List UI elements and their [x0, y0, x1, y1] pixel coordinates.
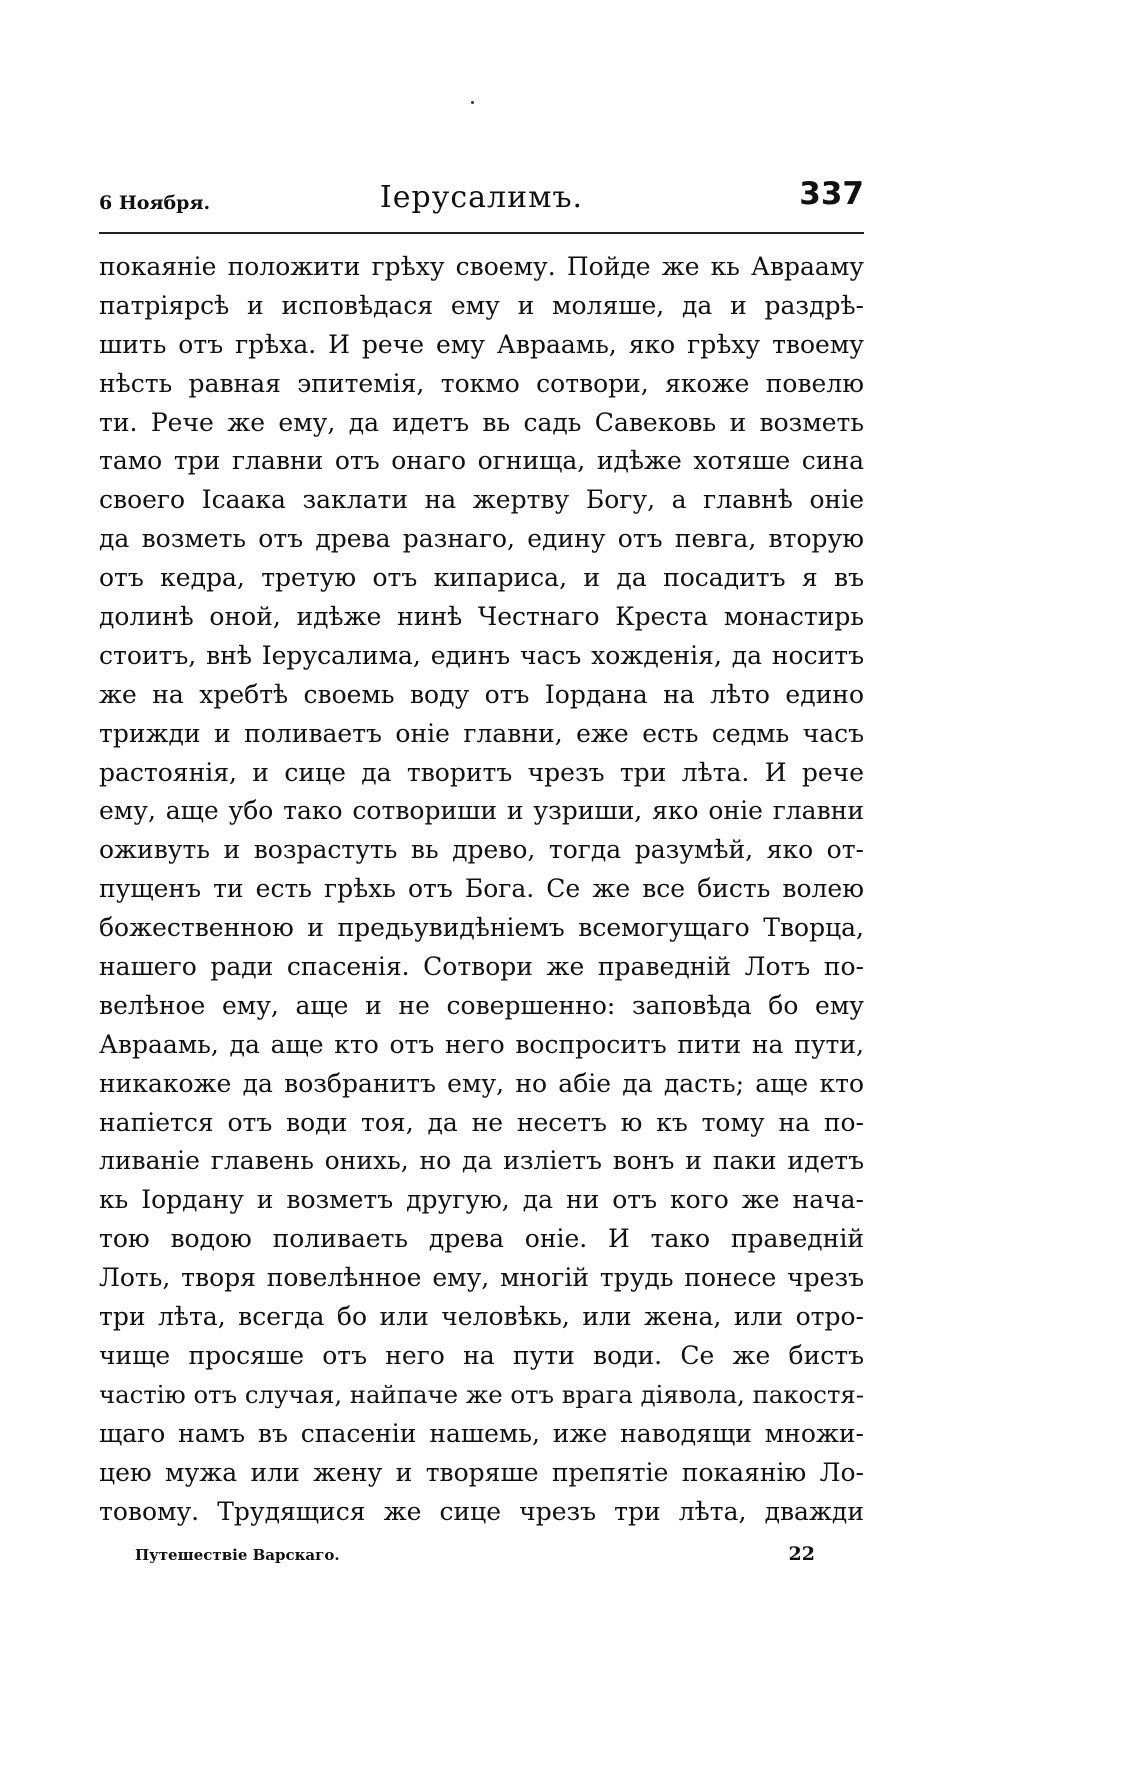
text-line: ливаніе главень онихь, но да изліетъ вонъ и паки идетъ: [99, 1146, 864, 1176]
stray-mark: [471, 101, 474, 104]
text-line: ти. Рече же ему, да идетъ вь садь Савековь и возметь: [99, 407, 864, 437]
text-line: же на хребтѣ своемь воду отъ Іордана на лѣто едино: [99, 679, 864, 709]
text-line: три лѣта, всегда бо или человѣкь, или жена, или отро-: [99, 1302, 864, 1332]
text-line: растоянія, и сице да творитъ чрезъ три лѣта. И рече: [99, 757, 864, 787]
signature-mark: 22: [788, 1543, 815, 1565]
text-line: тамо три главни отъ онаго огнища, идѣже хотяше сина: [99, 446, 864, 476]
text-line: долинѣ оной, идѣже нинѣ Честнаго Креста монастирь: [99, 602, 864, 632]
text-line: трижди и поливаетъ оніе главни, еже есть седмь часъ: [99, 718, 864, 748]
text-line: патріярсѣ и исповѣдася ему и моляше, да и раздрѣ-: [99, 290, 864, 320]
text-line: покаяніе положити грѣху своему. Пойде же кь Аврааму: [99, 252, 864, 281]
header-date: 6 Ноября.: [99, 192, 211, 214]
text-line: частію отъ случая, найпаче же отъ врага діявола, пакостя-: [99, 1379, 864, 1409]
text-line: Авраамь, да аще кто отъ него воспроситъ пити на пути,: [99, 1029, 864, 1059]
text-line: оживуть и возрастуть вь древо, тогда разумѣй, яко от-: [99, 835, 864, 865]
text-line: своего Ісаака заклати на жертву Богу, а главнѣ оніе: [99, 485, 864, 515]
text-line: тою водою поливаеть древа оніе. И тако праведній: [99, 1224, 864, 1254]
text-line: чище просяше отъ него на пути води. Се же бистъ: [99, 1340, 864, 1370]
running-header: [99, 178, 864, 222]
text-line: кь Іордану и возметъ другую, да ни отъ кого же нача-: [99, 1185, 864, 1215]
text-line: напіется отъ води тоя, да не несетъ ю къ тому на по-: [99, 1107, 864, 1137]
text-line: Лоть, творя повелѣнное ему, многій трудь понесе чрезъ: [99, 1263, 864, 1293]
text-line: божественною и предьувидѣніемъ всемогущаго Творца,: [99, 913, 864, 943]
text-line: щаго намъ въ спасеніи нашемь, иже наводящи множи-: [99, 1418, 864, 1448]
footer-source: Путешествіе Варскаго.: [135, 1546, 340, 1564]
text-line: нѣсть равная эпитемія, токмо сотвори, якоже повелю: [99, 368, 864, 398]
text-line: никакоже да возбранитъ ему, но абіе да дасть; аще кто: [99, 1068, 864, 1098]
body-text: [99, 248, 864, 1531]
header-rule: [99, 232, 864, 234]
text-line: ему, аще убо тако сотвориши и узриши, яко оніе главни: [99, 796, 864, 826]
text-line: товому. Трудящися же сице чрезъ три лѣта, дважди: [99, 1496, 864, 1526]
text-line: стоитъ, внѣ Іерусалима, единъ часъ хожденія, да носитъ: [99, 640, 864, 670]
text-line: велѣное ему, аще и не совершенно: заповѣда бо ему: [99, 990, 864, 1020]
text-line: нашего ради спасенія. Сотвори же праведній Лотъ по-: [99, 952, 864, 982]
text-line: да возметь отъ древа разнаго, едину отъ певга, вторую: [99, 524, 864, 554]
text-line: цею мужа или жену и творяше препятіе покаянію Ло-: [99, 1457, 864, 1487]
text-line: пущенъ ти есть грѣхь отъ Бога. Се же все бисть волею: [99, 874, 864, 904]
page-number: 337: [799, 176, 864, 212]
text-line: шить отъ грѣха. И рече ему Авраамь, яко грѣху твоему: [99, 329, 864, 359]
page-footer: [135, 1543, 815, 1570]
text-line: отъ кедра, третую отъ кипариса, и да посадитъ я въ: [99, 563, 864, 593]
page-title: Іерусалимъ.: [379, 180, 584, 215]
